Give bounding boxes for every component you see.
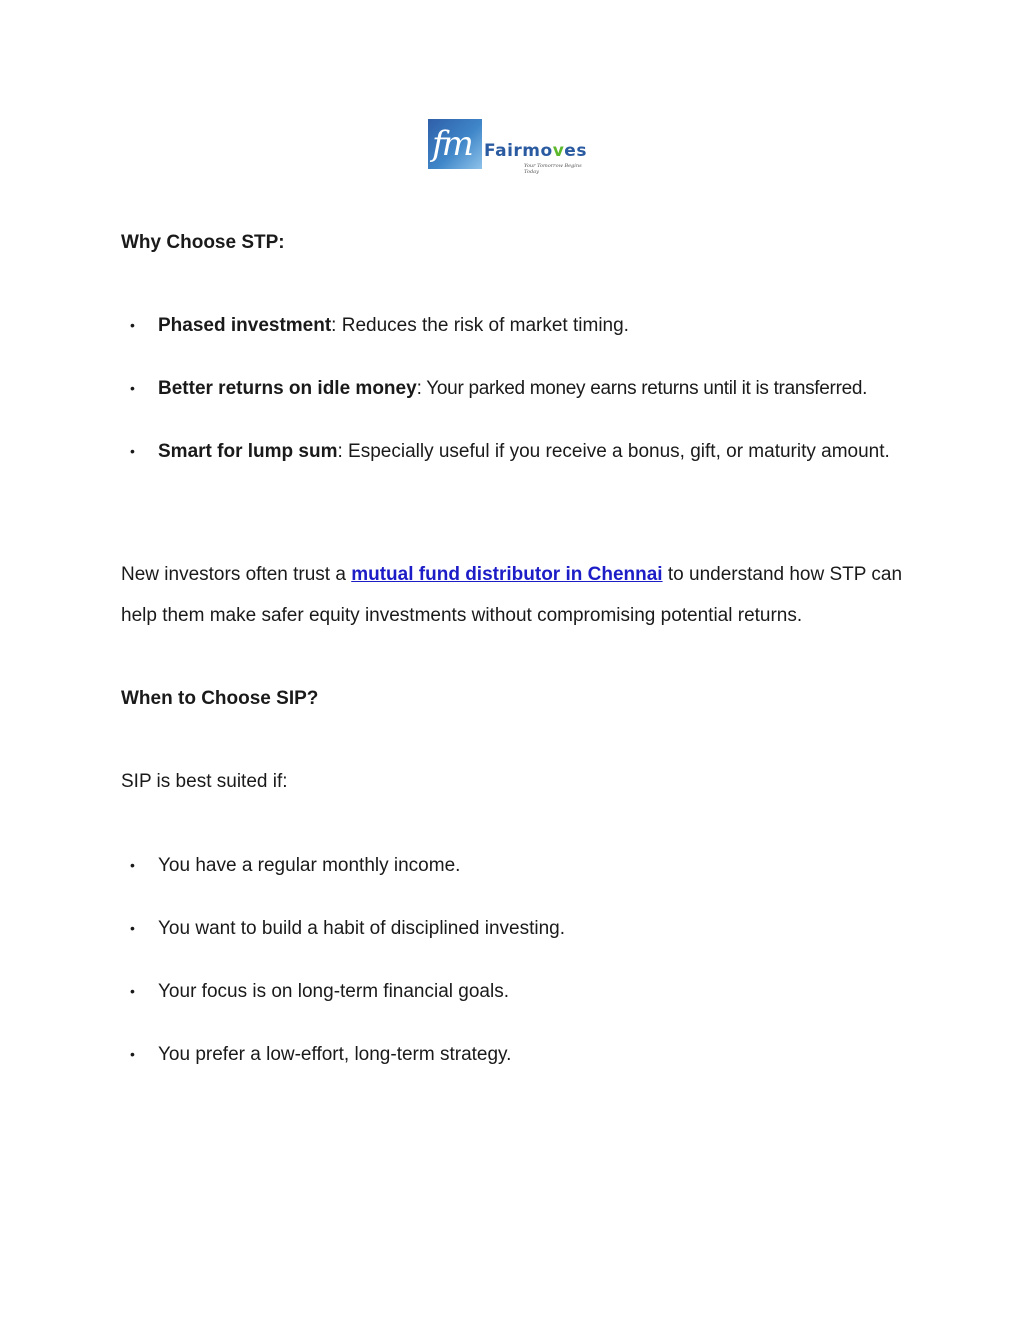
bullet-icon: • bbox=[130, 317, 135, 333]
logo-tagline: Your Tomorrow Begins Today bbox=[524, 163, 582, 175]
list-item: • You have a regular monthly income. bbox=[121, 845, 904, 886]
bullet-icon: • bbox=[130, 920, 135, 936]
list-item: • Smart for lump sum: Especially useful if you receive a bonus, gift, or maturity amount. bbox=[121, 431, 904, 472]
fairmoves-logo bbox=[428, 119, 598, 173]
bullet-icon: • bbox=[130, 1046, 135, 1062]
logo-mark bbox=[428, 119, 482, 169]
list-item: • Phased investment: Reduces the risk of market timing. bbox=[121, 305, 904, 346]
distributor-link[interactable]: mutual fund distributor in Chennai bbox=[351, 564, 663, 585]
sip-list bbox=[121, 845, 904, 1075]
list-item: • You prefer a low-effort, long-term strategy. bbox=[121, 1034, 904, 1075]
bullet-icon: • bbox=[130, 983, 135, 999]
logo-wordmark: Fairmoves bbox=[484, 141, 587, 161]
sip-intro: SIP is best suited if: bbox=[121, 771, 288, 792]
list-item: • Your focus is on long-term financial goals. bbox=[121, 971, 904, 1012]
stp-list bbox=[121, 305, 904, 472]
bullet-icon: • bbox=[130, 857, 135, 873]
logo-mark-letters: fm bbox=[432, 124, 471, 164]
list-item: • Better returns on idle money: Your parked money earns returns until it is transferred. bbox=[121, 368, 904, 409]
list-item: • You want to build a habit of disciplined investing. bbox=[121, 908, 904, 949]
sip-heading: When to Choose SIP? bbox=[121, 688, 319, 709]
bullet-icon: • bbox=[130, 380, 135, 396]
distributor-paragraph: New investors often trust a mutual fund distributor in Chennai to understand how STP can help them make safer equity investments without compromising potential returns. bbox=[121, 564, 903, 626]
bullet-icon: • bbox=[130, 443, 135, 459]
stp-heading: Why Choose STP: bbox=[121, 232, 285, 253]
